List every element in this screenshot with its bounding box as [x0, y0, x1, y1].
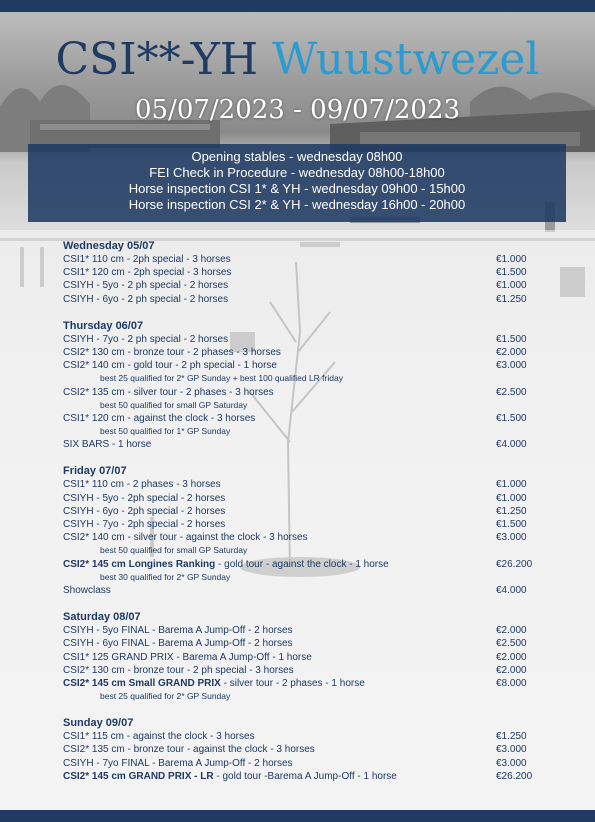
- class-label: CSI1* 115 cm - against the clock - 3 horses: [63, 731, 255, 743]
- class-label: CSIYH - 5yo - 2 ph special - 2 horses: [63, 280, 229, 292]
- prize-money: €1.500: [496, 519, 527, 530]
- qualification-note: best 30 qualified for 2* GP Sunday: [100, 571, 231, 582]
- class-label-highlight: CSI2* 145 cm Longines Ranking: [63, 558, 216, 570]
- prize-money: €2.500: [496, 386, 527, 398]
- class-row: [63, 558, 543, 571]
- info-line: Horse inspection CSI 1* & YH - wednesday 09h00 - 15h00: [128, 181, 466, 196]
- class-row: [63, 531, 543, 544]
- class-row: [63, 677, 543, 690]
- class-row: [63, 651, 543, 664]
- qualification-note: best 50 qualified for small GP Saturday: [100, 399, 248, 410]
- day-title: Saturday 08/07: [63, 611, 141, 624]
- class-row: [63, 346, 543, 359]
- class-row: [63, 624, 543, 637]
- class-label: CSIYH - 6yo - 2 ph special - 2 horses: [63, 293, 229, 305]
- day-section: [63, 717, 543, 783]
- class-row: [63, 333, 543, 346]
- class-row: [63, 505, 543, 518]
- prize-money: €4.000: [496, 584, 527, 596]
- prize-money: €1.000: [496, 280, 527, 292]
- prize-money: €1.000: [496, 492, 527, 504]
- class-row: [63, 266, 543, 279]
- qualification-note: best 25 qualified for 2* GP Sunday + best 100 qualified LR friday: [100, 373, 343, 384]
- competition-schedule: [63, 240, 543, 797]
- class-row: [63, 757, 543, 770]
- day-section: [63, 240, 543, 306]
- class-label: CSIYH - 7yo - 2ph special - 2 horses: [63, 519, 226, 530]
- prize-money: €1.250: [496, 505, 527, 517]
- qualification-note: best 50 qualified for 1* GP Sunday: [100, 426, 231, 437]
- class-label: SIX BARS - 1 horse: [63, 439, 152, 451]
- prize-money: €2.000: [496, 346, 527, 358]
- title-event-class: CSI**-YH: [55, 34, 259, 85]
- class-label: CSI2* 130 cm - bronze tour - 2 ph special - 3 horses: [63, 664, 294, 676]
- prize-money: €1.250: [496, 293, 527, 305]
- class-row: [63, 518, 543, 531]
- class-label: CSI2* 145 cm Longines Ranking - gold tour - against the clock - 1 horse: [63, 558, 389, 570]
- day-title: Sunday 09/07: [63, 717, 134, 730]
- class-row: [63, 293, 543, 306]
- class-label: CSI1* 120 cm - 2ph special - 3 horses: [63, 267, 232, 279]
- prize-money: €3.000: [496, 532, 527, 544]
- class-label: CSI2* 145 cm Small GRAND PRIX - silver tour - 2 phases - 1 horse: [63, 677, 365, 689]
- qualification-note: best 25 qualified for 2* GP Sunday: [100, 691, 231, 702]
- class-row: [63, 478, 543, 491]
- class-row: [63, 730, 543, 743]
- prize-money: €1.500: [496, 333, 527, 345]
- day-section: [63, 320, 543, 452]
- class-label: CSI2* 140 cm - silver tour - against the clock - 3 horses: [63, 532, 308, 544]
- class-label: CSI2* 130 cm - bronze tour - 2 phases - 3 horses: [63, 346, 281, 358]
- class-label: CSI1* 120 cm - against the clock - 3 horses: [63, 412, 256, 424]
- day-title: Wednesday 05/07: [63, 240, 155, 252]
- class-label: CSI2* 135 cm - bronze tour - against the clock - 3 horses: [63, 744, 315, 756]
- day-section: [63, 465, 543, 597]
- class-label: CSI1* 125 GRAND PRIX - Barema A Jump-Off - 1 horse: [63, 651, 312, 663]
- class-row: [63, 438, 543, 451]
- prize-money: €4.000: [496, 439, 527, 451]
- class-label: CSI2* 145 cm GRAND PRIX - LR - gold tour -Barema A Jump-Off - 1 horse: [63, 770, 397, 782]
- prize-money: €1.250: [496, 731, 527, 743]
- prize-money: €1.000: [496, 254, 527, 265]
- prize-money: €8.000: [496, 677, 527, 689]
- prize-money: €2.000: [496, 651, 527, 663]
- class-row: [63, 386, 543, 399]
- page-title: [0, 34, 595, 86]
- class-row: [63, 359, 543, 372]
- info-panel: [28, 144, 566, 222]
- prize-money: €1.500: [496, 412, 527, 424]
- event-dates: 05/07/2023 - 09/07/2023: [134, 95, 461, 125]
- title-location: Wuustwezel: [272, 34, 540, 85]
- class-label: CSIYH - 5yo FINAL - Barema A Jump-Off - 2 horses: [63, 625, 293, 637]
- class-row: [63, 279, 543, 292]
- class-row: [63, 492, 543, 505]
- top-border-bar: [0, 0, 595, 12]
- day-title: Thursday 06/07: [63, 319, 144, 332]
- day-title: Friday 07/07: [63, 465, 127, 478]
- class-row: [63, 584, 543, 597]
- class-row: [63, 637, 543, 650]
- bottom-border-bar: [0, 810, 595, 822]
- prize-money: €3.000: [496, 757, 527, 769]
- class-label: CSIYH - 5yo - 2ph special - 2 horses: [63, 492, 226, 504]
- class-label: CSI2* 140 cm - gold tour - 2 ph special - 1 horse: [63, 360, 277, 372]
- prize-money: €26.200: [496, 558, 533, 570]
- class-label-highlight: CSI2* 145 cm GRAND PRIX - LR: [63, 770, 214, 782]
- info-line: FEI Check in Procedure - wednesday 08h00-18h00: [149, 165, 445, 180]
- class-label: CSIYH - 6yo - 2ph special - 2 horses: [63, 505, 226, 517]
- class-label: CSI1* 110 cm - 2 phases - 3 horses: [63, 479, 221, 491]
- info-line: Horse inspection CSI 2* & YH - wednesday 16h00 - 20h00: [128, 197, 466, 212]
- class-label: Showclass: [63, 584, 111, 596]
- info-line: Opening stables - wednesday 08h00: [191, 149, 403, 164]
- prize-money: €2.500: [496, 638, 527, 650]
- class-row: [63, 770, 543, 783]
- class-label: CSIYH - 7yo FINAL - Barema A Jump-Off - 2 horses: [63, 757, 293, 769]
- prize-money: €2.000: [496, 664, 527, 676]
- class-row: [63, 412, 543, 425]
- class-label: CSI2* 135 cm - silver tour - 2 phases - 3 horses: [63, 386, 274, 398]
- prize-money: €3.000: [496, 744, 527, 756]
- prize-money: €1.500: [496, 267, 527, 279]
- class-row: [63, 664, 543, 677]
- prize-money: €26.200: [496, 770, 533, 782]
- class-label-highlight: CSI2* 145 cm Small GRAND PRIX: [63, 677, 221, 689]
- prize-money: €2.000: [496, 625, 527, 637]
- class-label: CSIYH - 7yo - 2 ph special - 2 horses: [63, 333, 229, 345]
- class-row: [63, 743, 543, 756]
- prize-money: €1.000: [496, 479, 527, 491]
- class-label: CSIYH - 6yo FINAL - Barema A Jump-Off - 2 horses: [63, 638, 293, 650]
- class-label: CSI1* 110 cm - 2ph special - 3 horses: [63, 254, 231, 265]
- qualification-note: best 50 qualified for small GP Saturday: [100, 545, 248, 556]
- day-section: [63, 611, 543, 703]
- class-row: [63, 253, 543, 266]
- prize-money: €3.000: [496, 360, 527, 372]
